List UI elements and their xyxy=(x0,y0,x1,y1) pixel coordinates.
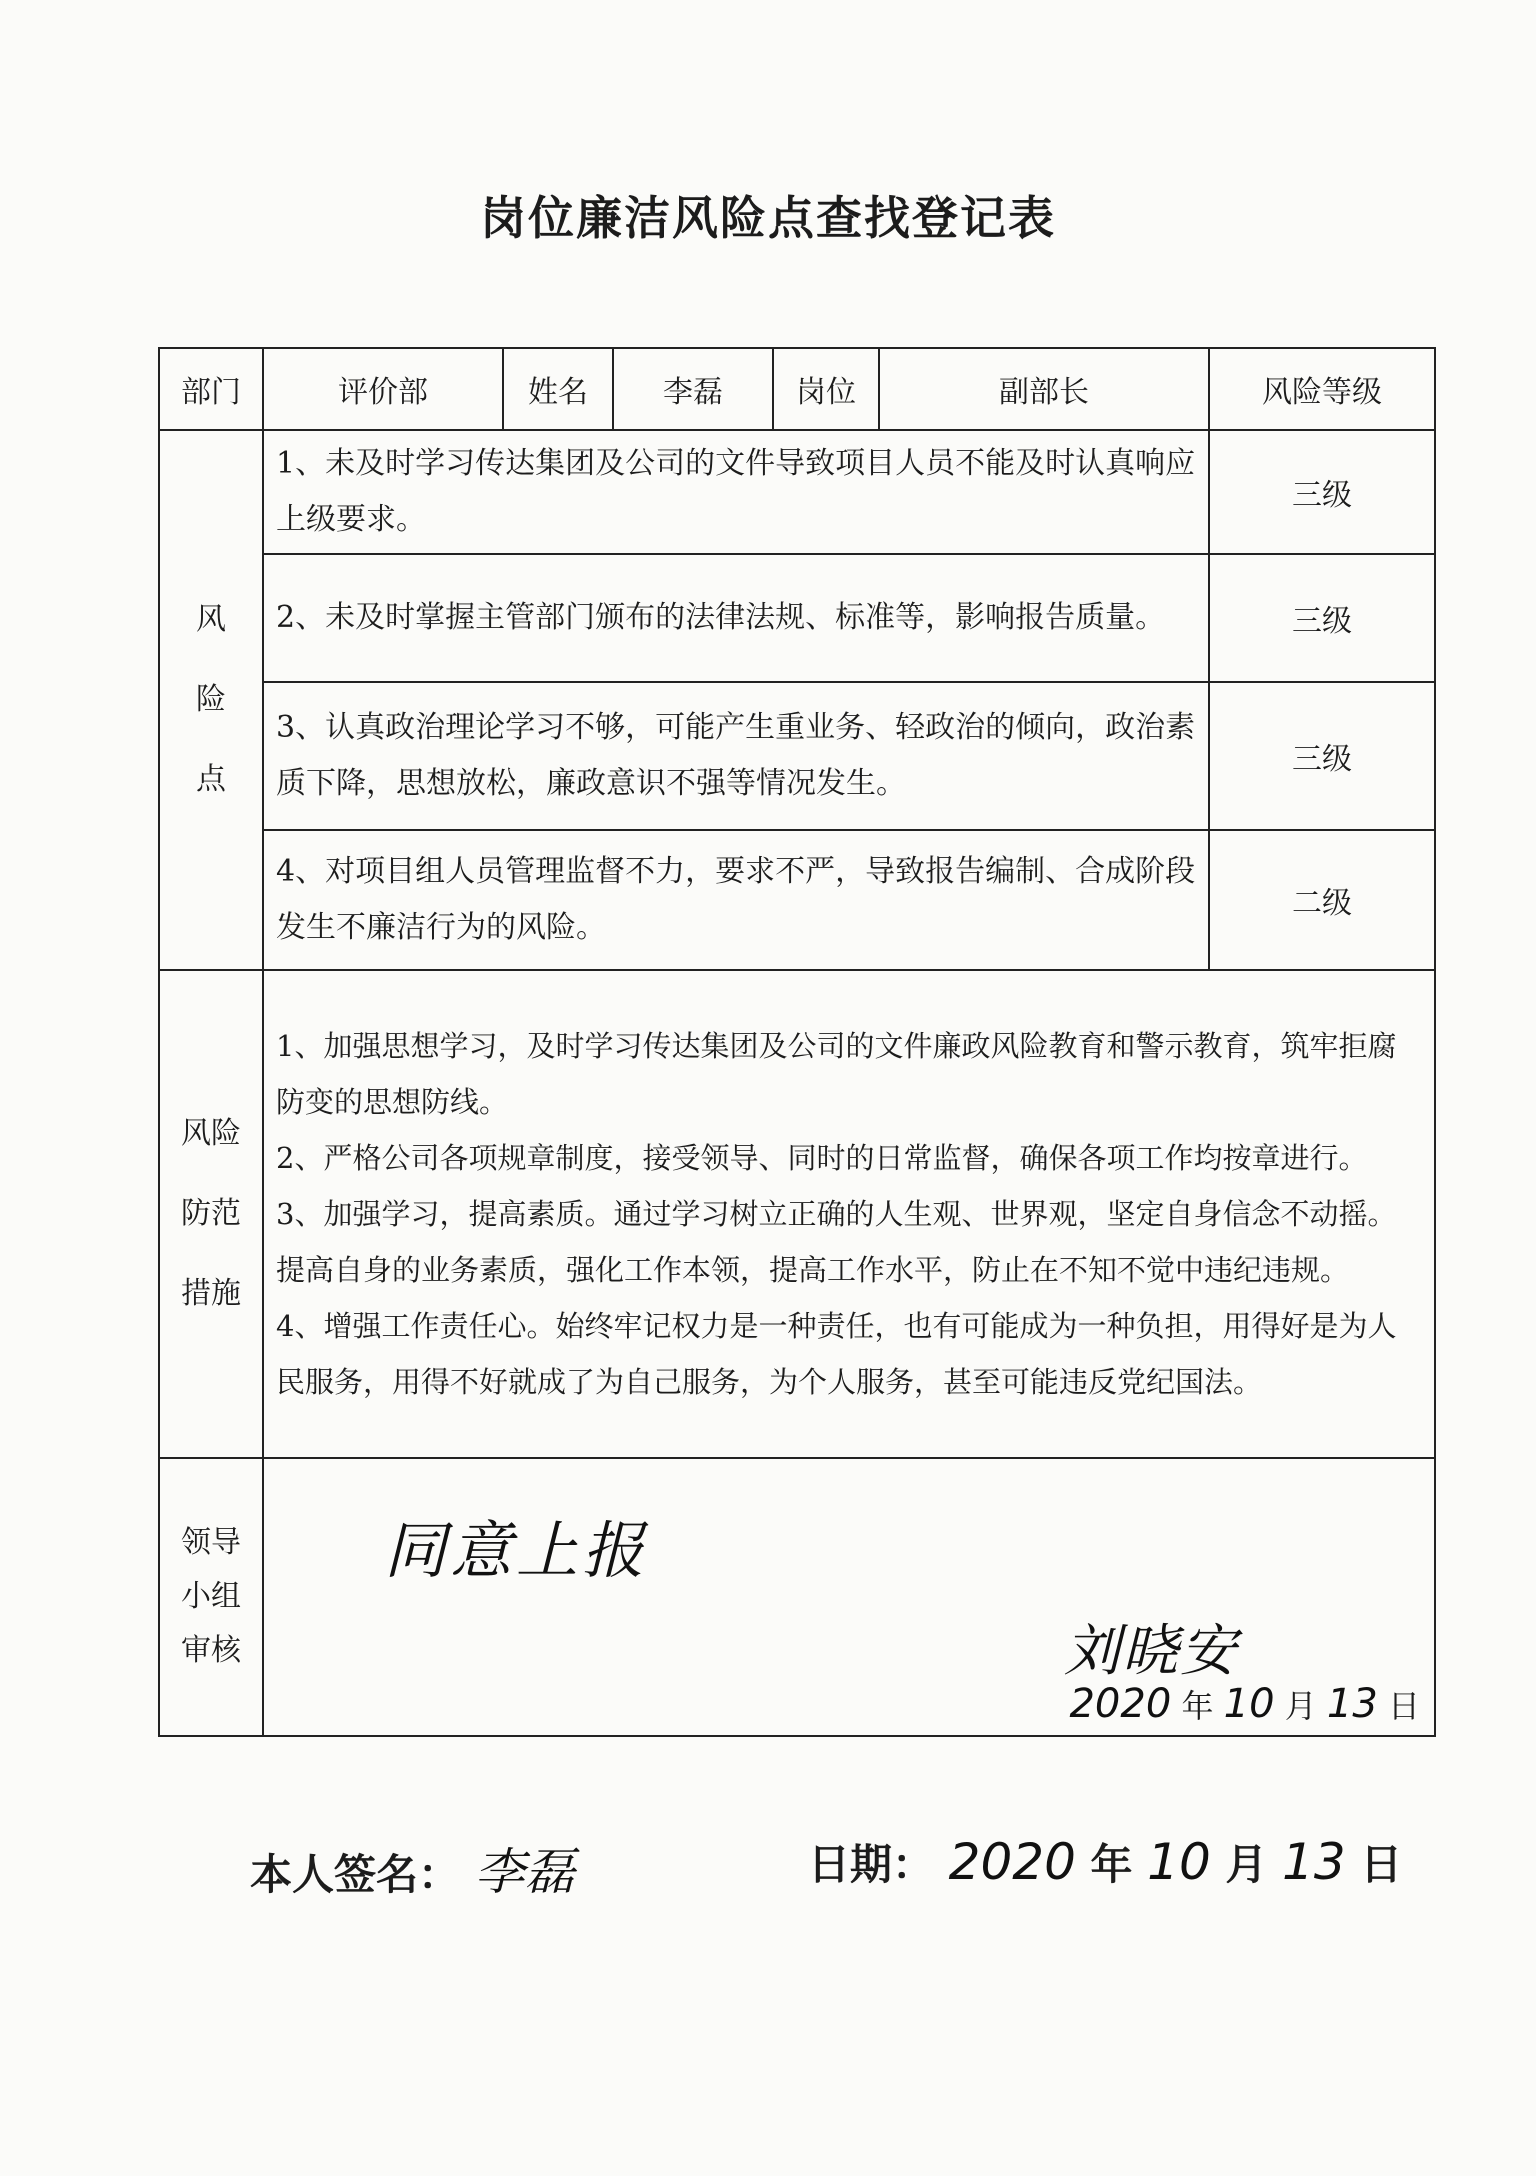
review-row xyxy=(159,1458,1435,1736)
name-value: 李磊 xyxy=(613,348,773,430)
review-year-char: 年 xyxy=(1181,1687,1214,1725)
measure-item: 2、严格公司各项规章制度，接受领导、同时的日常监督，确保各项工作均按章进行。 xyxy=(276,1141,1368,1175)
risk-row xyxy=(159,554,1435,682)
footer-year-char: 年 xyxy=(1090,1840,1133,1889)
review-content xyxy=(263,1458,1435,1736)
risk-section-label: 风 险 点 xyxy=(159,430,263,970)
page-title: 岗位廉洁风险点查找登记表 xyxy=(480,191,1056,245)
measures-row xyxy=(159,970,1435,1458)
review-date xyxy=(1069,1681,1420,1727)
dept-value: 评价部 xyxy=(263,348,503,430)
measures-section-label: 风险 防范 措施 xyxy=(159,970,263,1458)
approval-comment: 同意上报 xyxy=(384,1514,649,1587)
signature-label: 本人签名： xyxy=(250,1850,461,1899)
risk-row xyxy=(159,682,1435,830)
post-value: 副部长 xyxy=(879,348,1209,430)
registration-table xyxy=(158,347,1436,1737)
footer-month-char: 月 xyxy=(1225,1840,1268,1889)
footer-date-block xyxy=(808,1832,1402,1892)
post-label: 岗位 xyxy=(773,348,879,430)
header-row xyxy=(159,348,1435,430)
risk-item-text: 1、未及时学习传达集团及公司的文件导致项目人员不能及时认真响应上级要求。 xyxy=(263,430,1209,554)
footer-month: 10 xyxy=(1147,1833,1211,1891)
risk-item-text: 2、未及时掌握主管部门颁布的法律法规、标准等，影响报告质量。 xyxy=(263,554,1209,682)
risk-item-level: 三级 xyxy=(1209,430,1435,554)
risk-item-text: 4、对项目组人员管理监督不力，要求不严，导致报告编制、合成阶段发生不廉洁行为的风险。 xyxy=(263,830,1209,970)
review-year: 2020 xyxy=(1069,1681,1172,1727)
date-label: 日期： xyxy=(808,1840,935,1889)
measure-item: 1、加强思想学习，及时学习传达集团及公司的文件廉政风险教育和警示教育，筑牢拒腐防变的思想防线。 xyxy=(276,1029,1397,1119)
review-month-char: 月 xyxy=(1284,1687,1317,1725)
risk-item-text: 3、认真政治理论学习不够，可能产生重业务、轻政治的倾向，政治素质下降，思想放松，廉政意识不强等情况发生。 xyxy=(263,682,1209,830)
risk-row xyxy=(159,830,1435,970)
footer-day: 13 xyxy=(1282,1833,1346,1891)
risk-row xyxy=(159,430,1435,554)
personal-signature-block xyxy=(250,1832,575,1904)
footer xyxy=(0,1832,1536,1912)
level-label: 风险等级 xyxy=(1209,348,1435,430)
review-month: 10 xyxy=(1223,1681,1275,1727)
risk-item-level: 三级 xyxy=(1209,554,1435,682)
personal-signature: 李磊 xyxy=(474,1843,575,1901)
footer-year: 2020 xyxy=(948,1833,1076,1891)
measures-list xyxy=(263,970,1435,1458)
leader-signature: 刘晓安 xyxy=(1064,1619,1238,1684)
review-section-label: 领导 小组 审核 xyxy=(159,1458,263,1736)
measure-item: 3、加强学习，提高素质。通过学习树立正确的人生观、世界观，坚定自身信念不动摇。提高自身的业务素质，强化工作本领，提高工作水平，防止在不知不觉中违纪违规。 xyxy=(276,1197,1397,1287)
dept-label: 部门 xyxy=(159,348,263,430)
footer-day-char: 日 xyxy=(1360,1840,1403,1889)
measure-item: 4、增强工作责任心。始终牢记权力是一种责任，也有可能成为一种负担，用得好是为人民服务，用得不好就成了为自己服务，为个人服务，甚至可能违反党纪国法。 xyxy=(276,1309,1397,1399)
review-day: 13 xyxy=(1326,1681,1378,1727)
name-label: 姓名 xyxy=(503,348,613,430)
risk-item-level: 二级 xyxy=(1209,830,1435,970)
review-day-char: 日 xyxy=(1387,1687,1420,1725)
risk-item-level: 三级 xyxy=(1209,682,1435,830)
